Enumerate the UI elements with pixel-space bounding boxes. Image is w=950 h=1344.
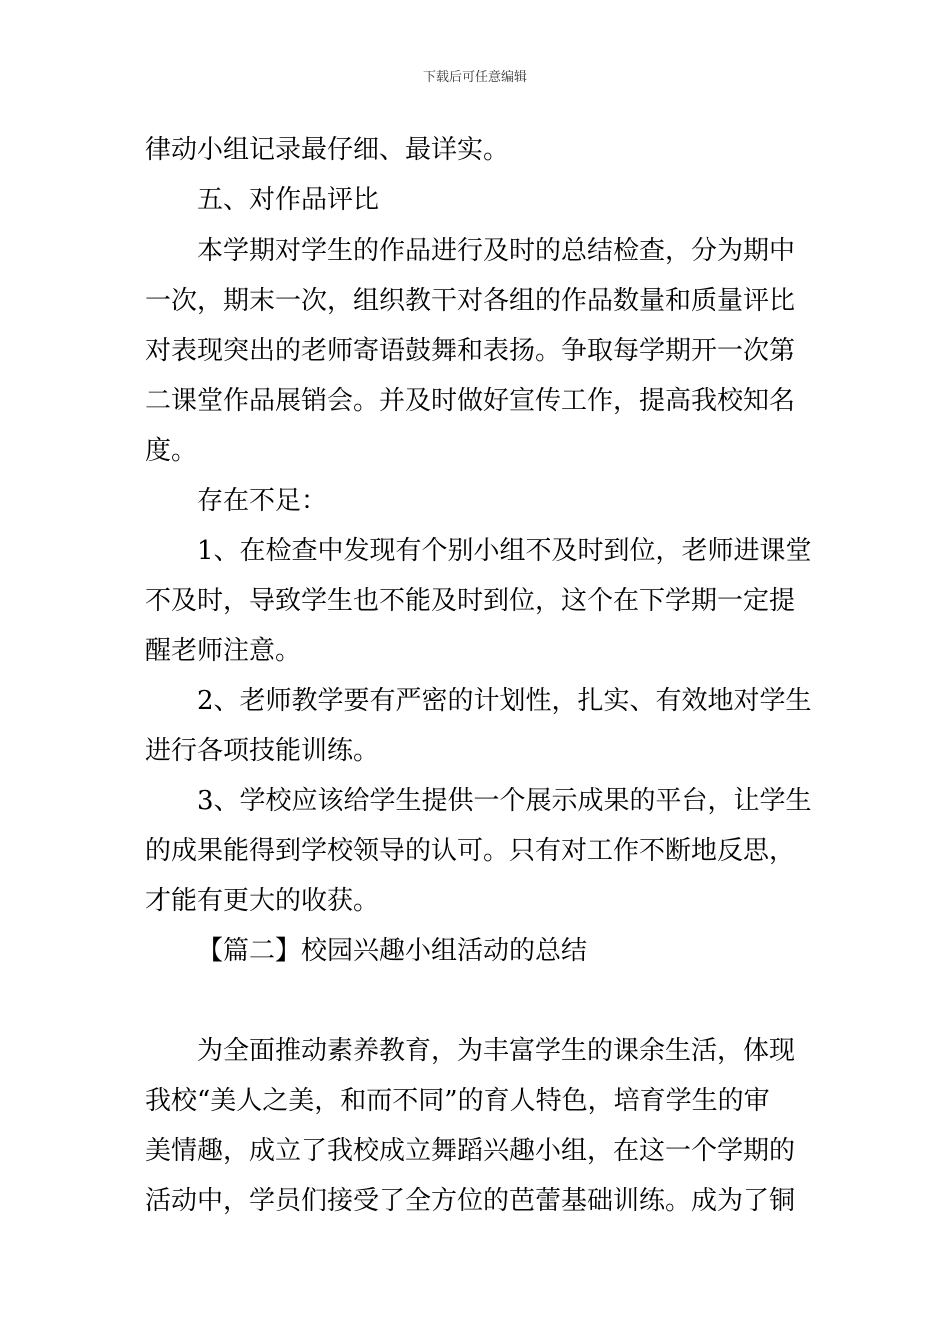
text-line: 对表现突出的老师寄语鼓舞和表扬。争取每学期开一次第	[145, 336, 796, 366]
text-line: 1、在检查中发现有个别小组不及时到位，老师进课堂	[197, 536, 812, 566]
text-line: 我校“美人之美，和而不同”的育人特色，培育学生的审	[145, 1086, 770, 1116]
text-line: 律动小组记录最仔细、最详实。	[145, 135, 510, 165]
text-line: 美情趣，成立了我校成立舞蹈兴趣小组，在这一个学期的	[145, 1136, 796, 1166]
text-line: 活动中，学员们接受了全方位的芭蕾基础训练。成为了铜	[145, 1186, 796, 1216]
page-header: 下载后可任意编辑	[422, 70, 527, 85]
text-line: 醒老师注意。	[145, 636, 302, 666]
text-line: 一次，期末一次，组织教干对各组的作品数量和质量评比	[145, 286, 796, 316]
text-line: 二课堂作品展销会。并及时做好宣传工作，提高我校知名	[145, 386, 796, 416]
article-heading: 【篇二】校园兴趣小组活动的总结	[197, 936, 588, 966]
text-line: 的成果能得到学校领导的认可。只有对工作不断地反思，	[145, 836, 796, 866]
text-line: 度。	[145, 436, 198, 466]
section-heading: 存在不足：	[197, 486, 328, 516]
section-heading: 五、对作品评比	[197, 185, 380, 215]
text-line: 进行各项技能训练。	[145, 736, 380, 766]
text-line: 为全面推动素养教育，为丰富学生的课余生活，体现	[197, 1036, 796, 1066]
text-line: 本学期对学生的作品进行及时的总结检查，分为期中	[197, 236, 796, 266]
text-line: 3、学校应该给学生提供一个展示成果的平台，让学生	[197, 786, 812, 816]
text-line: 2、老师教学要有严密的计划性，扎实、有效地对学生	[197, 686, 812, 716]
text-line: 才能有更大的收获。	[145, 886, 380, 916]
text-line: 不及时，导致学生也不能及时到位，这个在下学期一定提	[145, 586, 796, 616]
